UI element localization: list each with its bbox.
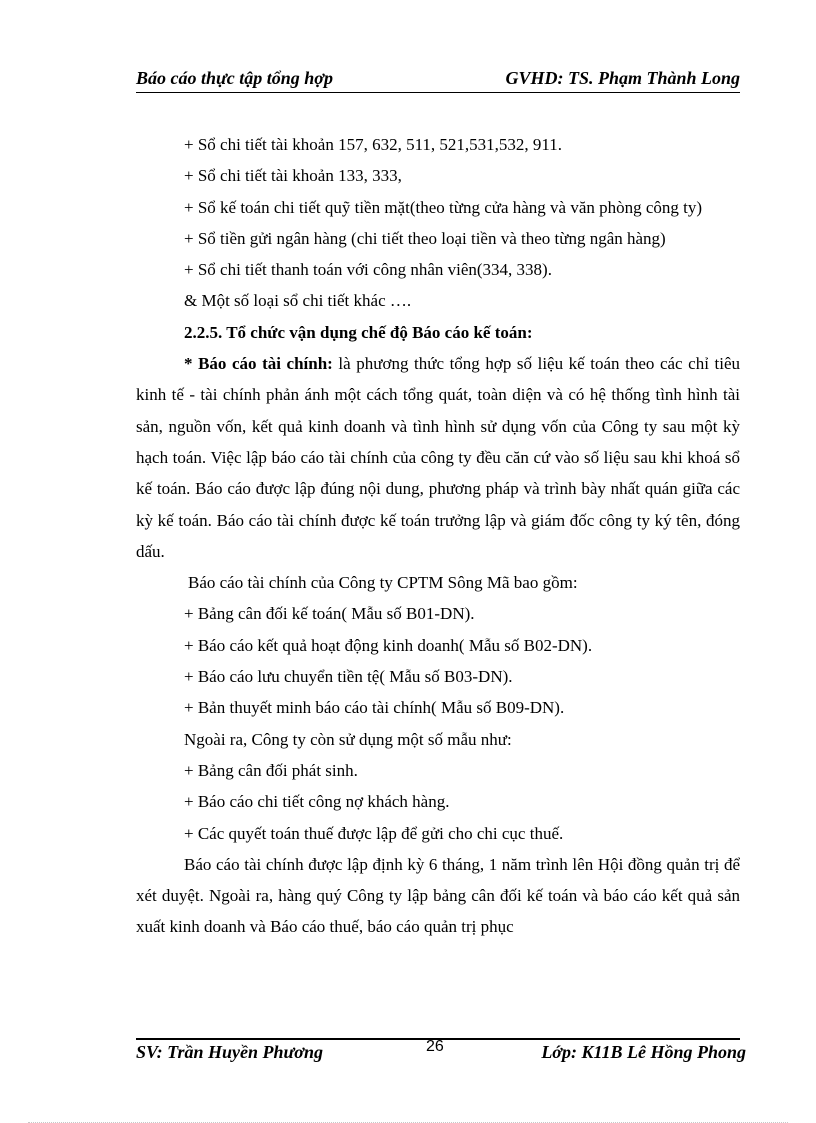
list-item: + Bảng cân đối phát sinh. [184,760,358,780]
paragraph-text: là phương thức tổng hợp số liệu kế toán theo các chỉ tiêu kinh tế - tài chính phản ánh một cách tổng quát, toàn diện và có hệ thống tình hình tài sản, nguồn vốn, kết quả kinh doanh và tình hình sử dụng vốn của Công ty sau một kỳ hạch toán. Việc lập báo cáo tài chính của công ty đều căn cứ vào số liệu sau khi khoá sổ kế toán. Báo cáo được lập đúng nội dung, phương pháp và trình bày nhất quán giữa các kỳ kế toán. Báo cáo tài chính được kế toán trưởng lập và giám đốc công ty ký tên, đóng dấu. [136,354,740,561]
page-number: 26 [426,1038,444,1055]
list-item: + Sổ chi tiết tài khoản 157, 632, 511, 521,531,532, 911. [184,135,563,154]
list-item: + Sổ chi tiết tài khoản 133, 333, [184,166,402,186]
paragraph: Ngoài ra, Công ty còn sử dụng một số mẫu như: [184,729,512,749]
footer-class: Lớp: K11B Lê Hồng Phong [541,1042,746,1062]
list-item: + Sổ chi tiết thanh toán với công nhân viên(334, 338). [184,260,552,280]
list-item: + Báo cáo lưu chuyển tiền tệ( Mẫu số B03-DN). [184,667,513,687]
section-heading: 2.2.5. Tổ chức vận dụng chế độ Báo cáo kế toán: [184,322,533,342]
paragraph [136,348,740,567]
paragraph: Báo cáo tài chính của Công ty CPTM Sông Mã bao gồm: [188,573,578,593]
list-item: + Sổ kế toán chi tiết quỹ tiền mặt(theo từng cửa hàng và văn phòng công ty) [184,197,703,217]
page-header [136,68,740,93]
footer-student: SV: Trần Huyền Phương [136,1042,323,1062]
paragraph-lead: * Báo cáo tài chính: [184,354,333,374]
page-body [136,129,740,943]
header-supervisor: GVHD: TS. Phạm Thành Long [505,68,740,88]
page-footer [136,1038,746,1068]
paragraph: Báo cáo tài chính được lập định kỳ 6 tháng, 1 năm trình lên Hội đồng quản trị để xét duyệt. Ngoài ra, hàng quý Công ty lập bảng cân đối kế toán và báo cáo kết quả sản xuất kinh doanh và Báo cáo thuế, báo cáo quản trị phục [136,854,740,937]
list-item: + Báo cáo chi tiết công nợ khách hàng. [184,792,450,812]
list-item: + Các quyết toán thuế được lập để gửi cho chi cục thuế. [184,823,564,843]
list-item: + Bản thuyết minh báo cáo tài chính( Mẫu số B09-DN). [184,698,565,718]
list-item: + Sổ tiền gửi ngân hàng (chi tiết theo loại tiền và theo từng ngân hàng) [184,228,666,248]
list-item: & Một số loại sổ chi tiết khác …. [184,291,412,311]
list-item: + Bảng cân đối kế toán( Mẫu số B01-DN). [184,604,475,624]
list-item: + Báo cáo kết quả hoạt động kinh doanh( Mẫu số B02-DN). [184,635,593,655]
header-report-title: Báo cáo thực tập tổng hợp [136,68,333,88]
